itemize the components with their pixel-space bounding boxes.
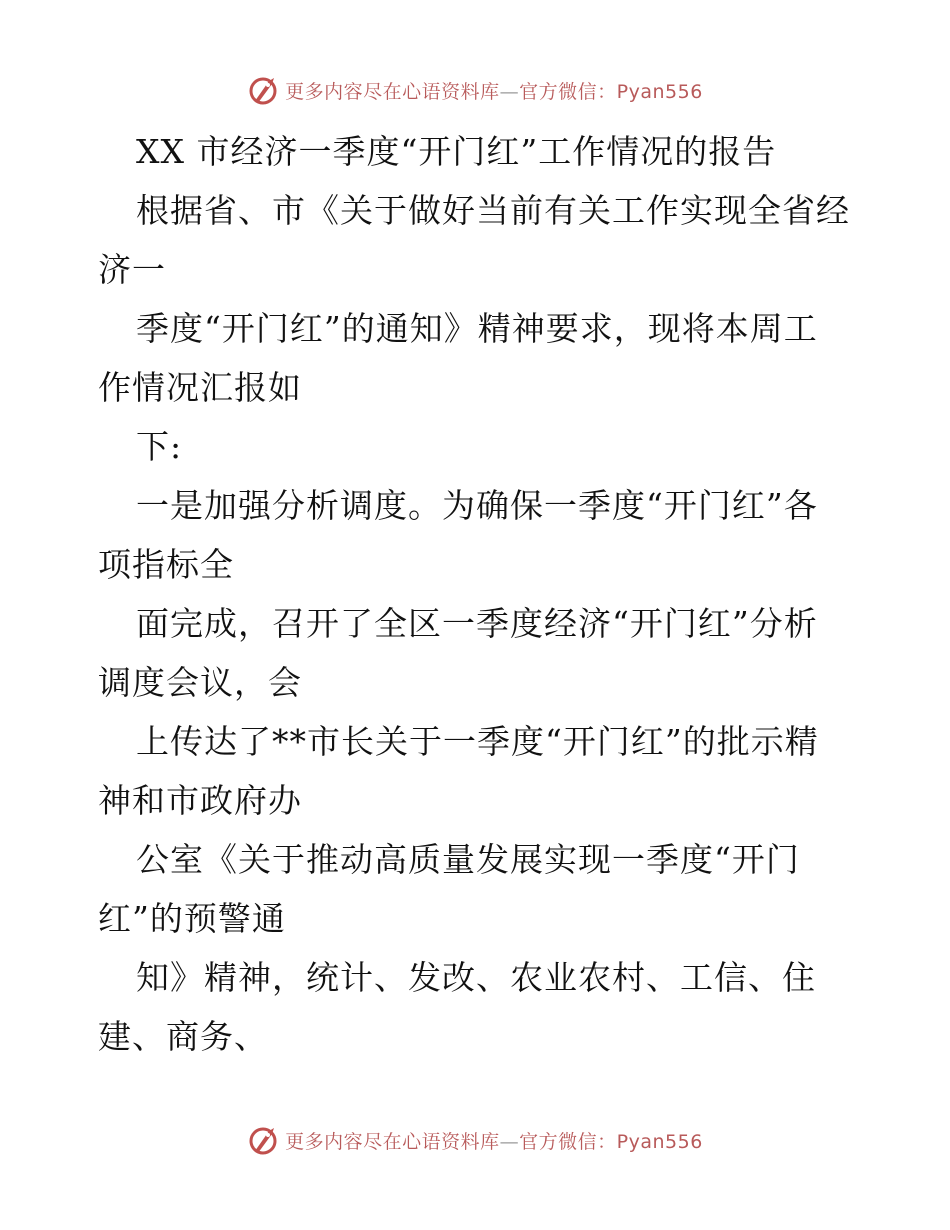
banner-wechat: 官方微信：Pyan556 xyxy=(519,1130,703,1153)
paragraph-line: 神和市政府办 xyxy=(98,781,302,820)
paragraph-line: 面完成，召开了全区一季度经济“开门红”分析 xyxy=(136,604,818,643)
paragraph-line: 根据省、市《关于做好当前有关工作实现全省经 xyxy=(136,191,850,230)
banner-text xyxy=(285,77,703,104)
banner-dash: — xyxy=(499,1130,520,1153)
document-body xyxy=(98,122,858,1066)
paragraph-line: 季度“开门红”的通知》精神要求，现将本周工 xyxy=(136,309,818,348)
footer-banner xyxy=(0,1120,950,1160)
paragraph-line: 调度会议，会 xyxy=(98,663,302,702)
paragraph-line: 济一 xyxy=(98,250,166,289)
banner-slogan: 更多内容尽在心语资料库 xyxy=(285,1130,500,1153)
header-banner xyxy=(0,70,950,110)
paragraph-line: 项指标全 xyxy=(98,545,234,584)
paragraph-line: 作情况汇报如 xyxy=(98,368,302,407)
paragraph-line: 公室《关于推动高质量发展实现一季度“开门 xyxy=(136,840,800,879)
paragraph-line: 一是加强分析调度。为确保一季度“开门红”各 xyxy=(136,486,818,525)
paragraph-line: 上传达了**市长关于一季度“开门红”的批示精 xyxy=(136,722,819,761)
paragraph-line: 知》精神，统计、发改、农业农村、工信、住 xyxy=(136,958,816,997)
banner-wechat: 官方微信：Pyan556 xyxy=(519,80,703,103)
banner-slogan: 更多内容尽在心语资料库 xyxy=(285,80,500,103)
pen-logo-icon xyxy=(247,1123,281,1157)
banner-text xyxy=(285,1127,703,1154)
paragraph-line: 下: xyxy=(136,427,183,466)
banner-dash: — xyxy=(499,80,520,103)
document-title: XX 市经济一季度“开门红”工作情况的报告 xyxy=(136,132,777,171)
paragraph-line: 建、商务、 xyxy=(98,1017,268,1056)
pen-logo-icon xyxy=(247,73,281,107)
paragraph-line: 红”的预警通 xyxy=(98,899,286,938)
